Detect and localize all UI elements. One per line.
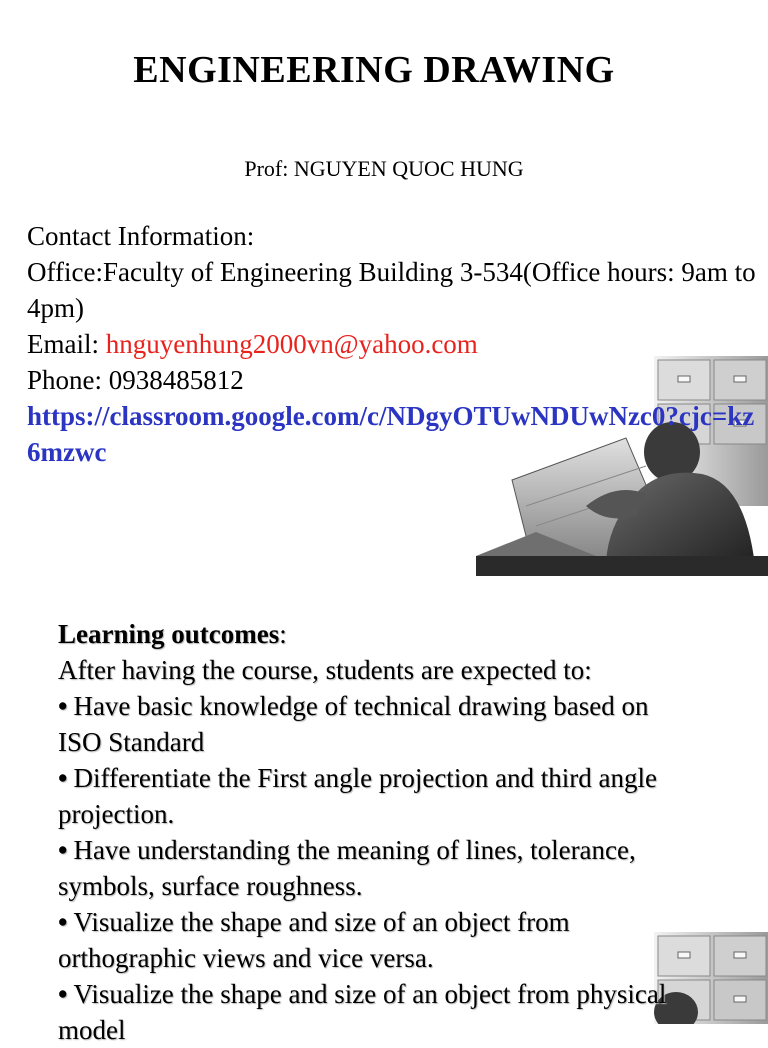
- email-link[interactable]: hnguyenhung2000vn@yahoo.com: [105, 329, 478, 359]
- bullet-icon: •: [58, 691, 68, 721]
- list-item: [58, 832, 698, 904]
- contact-heading: Contact Information:: [27, 221, 255, 251]
- outcomes-intro: After having the course, students are expected to:: [58, 655, 592, 685]
- classroom-link[interactable]: https://classroom.google.com/c/NDgyOTUwNDUwNzc0?cjc=kz6mzwc: [27, 401, 755, 467]
- outcomes-heading-line: [58, 616, 698, 652]
- slide-title: ENGINEERING DRAWING: [133, 49, 615, 91]
- outcome-text: Visualize the shape and size of an object from orthographic views and vice versa.: [58, 907, 570, 973]
- list-item: [58, 688, 698, 760]
- list-item: [58, 904, 698, 976]
- learning-outcomes-block: [58, 616, 698, 1048]
- bullet-icon: •: [58, 835, 68, 865]
- outcome-text: Have understanding the meaning of lines, tolerance, symbols, surface roughness.: [58, 835, 636, 901]
- outcomes-list: [58, 688, 698, 1048]
- slide-divider: [0, 578, 768, 600]
- outcomes-heading: Learning outcomes: [58, 619, 280, 649]
- outcome-text: Have basic knowledge of technical drawing based on ISO Standard: [58, 691, 649, 757]
- outcomes-heading-colon: :: [279, 619, 287, 649]
- email-label: Email:: [27, 329, 106, 359]
- outcome-text: Visualize the shape and size of an object from physical model: [58, 979, 667, 1045]
- list-item: [58, 760, 698, 832]
- bullet-icon: •: [58, 763, 68, 793]
- bullet-icon: •: [58, 907, 68, 937]
- outcome-text: Differentiate the First angle projection and third angle projection.: [58, 763, 658, 829]
- bullet-icon: •: [58, 979, 68, 1009]
- contact-block: [27, 218, 757, 470]
- phone-info: Phone: 0938485812: [27, 365, 244, 395]
- list-item: [58, 976, 698, 1048]
- office-info: Office:Faculty of Engineering Building 3-534(Office hours: 9am to 4pm): [27, 257, 756, 323]
- professor-name: Prof: NGUYEN QUOC HUNG: [244, 156, 524, 181]
